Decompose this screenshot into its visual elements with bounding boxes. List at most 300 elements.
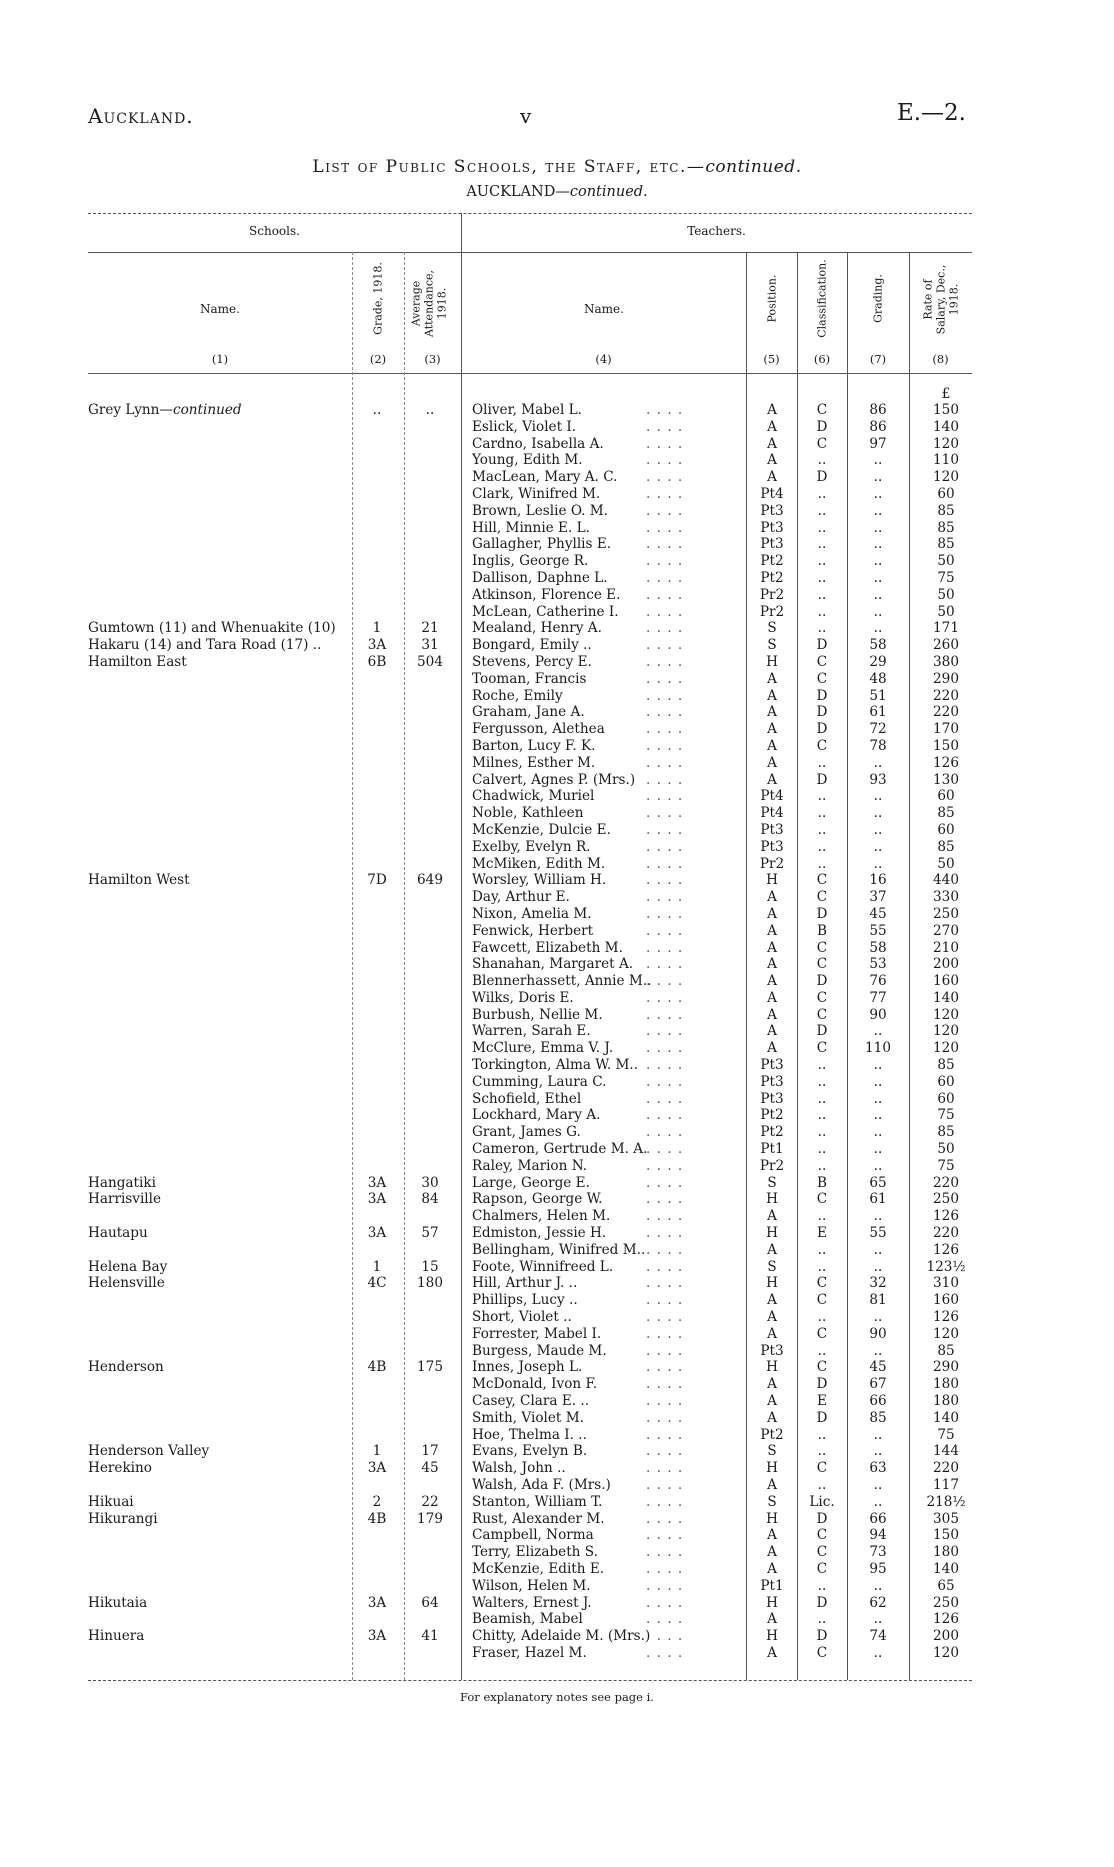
teacher-salary: 65 [937, 1577, 955, 1594]
table-row [0, 772, 1114, 789]
teacher-classification: .. [817, 1073, 827, 1090]
teacher-name: Dallison, Daphne L. [472, 569, 608, 586]
leader-dots: . . . . [646, 1258, 684, 1275]
teacher-grading: .. [873, 452, 883, 469]
teacher-classification: Lic. [809, 1493, 835, 1510]
leader-dots: . . . . [646, 1141, 684, 1158]
teacher-position: A [767, 989, 777, 1006]
leader-dots: . . . . [646, 670, 684, 687]
teacher-grading: 95 [869, 1560, 887, 1577]
teacher-classification: E [817, 1393, 827, 1410]
teacher-classification: .. [817, 1107, 827, 1124]
school-grade: 1 [372, 1443, 382, 1460]
teacher-classification: .. [817, 754, 827, 771]
teacher-position: Pr2 [759, 855, 785, 872]
teacher-salary: 140 [933, 418, 959, 435]
table-row [0, 1191, 1114, 1208]
teacher-position: Pt3 [760, 1073, 784, 1090]
leader-dots: . . . . [646, 1208, 684, 1225]
teacher-name: Short, Violet .. [472, 1309, 572, 1326]
teacher-salary: 85 [937, 502, 955, 519]
teacher-name: Noble, Kathleen [472, 805, 584, 822]
teacher-position: A [767, 1393, 777, 1410]
teacher-classification: C [816, 670, 828, 687]
subtitle-main: AUCKLAND— [466, 184, 570, 200]
teacher-name: Exelby, Evelyn R. [472, 838, 591, 855]
col-number-3: (3) [424, 352, 441, 366]
teacher-position: A [767, 1325, 777, 1342]
table-row [0, 704, 1114, 721]
table-bottom-rule [88, 1680, 972, 1681]
teacher-classification: .. [817, 1443, 827, 1460]
teacher-classification: C [816, 1006, 828, 1023]
table-row [0, 1107, 1114, 1124]
school-name [88, 1275, 350, 1292]
teacher-salary: 260 [933, 637, 959, 654]
teacher-name: Hill, Arthur J. .. [472, 1275, 578, 1292]
leader-dots: . . . . [646, 1107, 684, 1124]
leader-dots: . . . . [646, 771, 684, 788]
teacher-position: A [767, 704, 777, 721]
teacher-name: Walters, Ernest J. [472, 1594, 592, 1611]
school-name-text: Grey Lynn— [88, 402, 173, 418]
teacher-position: A [767, 1611, 777, 1628]
school-name [88, 1259, 350, 1276]
teacher-classification: C [816, 1644, 828, 1661]
table-row [0, 1023, 1114, 1040]
school-attendance: 504 [417, 653, 443, 670]
teacher-classification: D [816, 704, 828, 721]
table-row [0, 1141, 1114, 1158]
teacher-salary: 60 [937, 485, 955, 502]
teacher-salary: 120 [933, 1644, 959, 1661]
table-row [0, 1225, 1114, 1242]
leader-dots: . . . . [646, 502, 684, 519]
teacher-salary: 170 [933, 721, 959, 738]
teacher-name: Fergusson, Alethea [472, 721, 605, 738]
teacher-position: A [767, 1309, 777, 1326]
school-grade: 4B [367, 1359, 387, 1376]
teacher-salary: 330 [933, 889, 959, 906]
school-name [88, 1460, 350, 1477]
school-attendance: 45 [421, 1460, 439, 1477]
teacher-salary: 126 [933, 1241, 959, 1258]
table-row [0, 570, 1114, 587]
leader-dots: . . . . [646, 586, 684, 603]
teacher-position: A [767, 687, 777, 704]
school-name [88, 1494, 350, 1511]
teacher-classification: .. [817, 1090, 827, 1107]
teacher-name: Edmiston, Jessie H. [472, 1225, 607, 1242]
teacher-name: Cumming, Laura C. [472, 1073, 607, 1090]
teacher-grading: .. [873, 620, 883, 637]
teacher-name: Blennerhassett, Annie M.. [472, 973, 652, 990]
teacher-grading: .. [873, 469, 883, 486]
school-grade: 4C [367, 1275, 387, 1292]
teacher-salary: 75 [937, 1426, 955, 1443]
school-name [88, 872, 350, 889]
school-grade: 3A [367, 637, 387, 654]
teacher-classification: .. [817, 1309, 827, 1326]
school-grade: 3A [367, 1225, 387, 1242]
teacher-name: Hoe, Thelma I. .. [472, 1426, 587, 1443]
teacher-grading: 110 [865, 1040, 891, 1057]
col-number-4: (4) [595, 352, 612, 366]
teacher-position: Pt4 [760, 805, 784, 822]
col-number-8: (8) [932, 352, 949, 366]
teacher-grading: 85 [869, 1409, 887, 1426]
leader-dots: . . . . [646, 569, 684, 586]
leader-dots: . . . . [646, 805, 684, 822]
teacher-grading: 58 [869, 637, 887, 654]
col-attendance: Average Attendance, 1918. [409, 269, 449, 338]
teacher-name: Eslick, Violet I. [472, 418, 577, 435]
teacher-classification: C [816, 737, 828, 754]
teacher-grading: 73 [869, 1544, 887, 1561]
leader-dots: . . . . [646, 973, 684, 990]
teacher-classification: D [816, 1628, 828, 1645]
school-attendance: 31 [421, 637, 439, 654]
teacher-salary: 60 [937, 1090, 955, 1107]
teacher-name: Stevens, Percy E. [472, 653, 592, 670]
header-reference: E.—2. [896, 100, 966, 126]
teacher-name: Bellingham, Winifred M.. [472, 1241, 646, 1258]
teacher-grading: 45 [869, 1359, 887, 1376]
school-name [88, 1628, 350, 1645]
teacher-position: H [766, 653, 778, 670]
teacher-position: A [767, 1040, 777, 1057]
teacher-classification: .. [817, 1157, 827, 1174]
teacher-classification: C [816, 435, 828, 452]
teacher-classification: C [816, 1560, 828, 1577]
teacher-classification: .. [817, 1342, 827, 1359]
school-name [88, 1595, 350, 1612]
teacher-name: Mealand, Henry A. [472, 620, 602, 637]
teacher-grading: 45 [869, 905, 887, 922]
teacher-name: Warren, Sarah E. [472, 1023, 591, 1040]
leader-dots: . . . . [646, 1040, 684, 1057]
table-row [0, 1443, 1114, 1460]
teacher-classification: D [816, 1594, 828, 1611]
school-name [88, 1359, 350, 1376]
teacher-position: S [767, 1443, 777, 1460]
leader-dots: . . . . [646, 1275, 684, 1292]
teacher-salary: 220 [933, 1174, 959, 1191]
school-attendance: 15 [421, 1258, 439, 1275]
table-row [0, 1427, 1114, 1444]
table-row [0, 1259, 1114, 1276]
teacher-classification: C [816, 1527, 828, 1544]
teacher-position: Pr2 [759, 603, 785, 620]
teacher-salary: 220 [933, 1225, 959, 1242]
leader-dots: . . . . [646, 754, 684, 771]
teacher-classification: C [816, 1040, 828, 1057]
teacher-grading: .. [873, 1309, 883, 1326]
school-attendance: 57 [421, 1225, 439, 1242]
teacher-salary: 75 [937, 569, 955, 586]
table-row [0, 654, 1114, 671]
leader-dots: . . . . [646, 485, 684, 502]
teacher-salary: 126 [933, 1208, 959, 1225]
leader-dots: . . . . [646, 956, 684, 973]
teacher-salary: 85 [937, 805, 955, 822]
teacher-grading: .. [873, 519, 883, 536]
teacher-position: A [767, 905, 777, 922]
teacher-name: Clark, Winifred M. [472, 485, 601, 502]
school-name-text: Hikurangi [88, 1510, 158, 1527]
leader-dots: . . . . [646, 1460, 684, 1477]
teacher-grading: .. [873, 1577, 883, 1594]
header-group-rule [88, 252, 972, 253]
teacher-name: McLean, Catherine I. [472, 603, 619, 620]
table-row [0, 906, 1114, 923]
table-row [0, 788, 1114, 805]
teacher-grading: 93 [869, 771, 887, 788]
teacher-name: Fenwick, Herbert [472, 922, 594, 939]
school-name-text: Henderson Valley [88, 1443, 210, 1460]
teacher-name: Oliver, Mabel L. [472, 402, 582, 418]
teacher-position: S [767, 620, 777, 637]
teacher-salary: 180 [933, 1544, 959, 1561]
teacher-salary: 144 [933, 1443, 959, 1460]
table-row [0, 1544, 1114, 1561]
teacher-classification: D [816, 1376, 828, 1393]
teacher-classification: E [817, 1225, 827, 1242]
teacher-name: Barton, Lucy F. K. [472, 737, 596, 754]
leader-dots: . . . . [646, 737, 684, 754]
leader-dots: . . . . [646, 637, 684, 654]
teacher-salary: 220 [933, 704, 959, 721]
teacher-salary: 120 [933, 1325, 959, 1342]
table-row [0, 1275, 1114, 1292]
teacher-salary: 85 [937, 838, 955, 855]
leader-dots: . . . . [646, 620, 684, 637]
teacher-salary: 117 [933, 1477, 959, 1493]
school-name [88, 637, 350, 654]
teacher-position: H [766, 1191, 778, 1208]
teacher-grading: 74 [869, 1628, 887, 1645]
teacher-position: Pt2 [760, 1426, 784, 1443]
leader-dots: . . . . [646, 435, 684, 452]
teacher-salary: 50 [937, 603, 955, 620]
school-name-text: Hakaru (14) and Tara Road (17) .. [88, 637, 322, 654]
group-schools: Schools. [249, 224, 300, 238]
teacher-classification: .. [817, 1577, 827, 1594]
teacher-name: Chitty, Adelaide M. (Mrs.) [472, 1628, 651, 1645]
teacher-salary: 180 [933, 1393, 959, 1410]
teacher-position: Pt3 [760, 502, 784, 519]
teacher-grading: .. [873, 1342, 883, 1359]
teacher-position: A [767, 1560, 777, 1577]
teacher-grading: .. [873, 838, 883, 855]
teacher-grading: 66 [869, 1510, 887, 1527]
teacher-position: A [767, 737, 777, 754]
teacher-position: Pt3 [760, 1342, 784, 1359]
teacher-position: A [767, 973, 777, 990]
teacher-position: H [766, 1510, 778, 1527]
teacher-salary: 110 [933, 452, 959, 469]
table-row [0, 469, 1114, 486]
currency-symbol: £ [941, 386, 951, 402]
teacher-name: Grant, James G. [472, 1124, 581, 1141]
teacher-name: Bongard, Emily .. [472, 637, 592, 654]
table-row [0, 436, 1114, 453]
school-attendance: 84 [421, 1191, 439, 1208]
teacher-position: A [767, 1409, 777, 1426]
teacher-grading: 37 [869, 889, 887, 906]
teacher-salary: 85 [937, 1057, 955, 1074]
table-row [0, 1376, 1114, 1393]
teacher-name: Tooman, Francis [472, 670, 587, 687]
teacher-classification: C [816, 1460, 828, 1477]
teacher-name: Calvert, Agnes P. (Mrs.) [472, 771, 636, 788]
leader-dots: . . . . [646, 1023, 684, 1040]
teacher-salary: 200 [933, 956, 959, 973]
subtitle-continued: continued. [569, 184, 648, 200]
leader-dots: . . . . [646, 1090, 684, 1107]
school-name-text: Gumtown (11) and Whenuakite (10) [88, 620, 336, 637]
teacher-grading: 53 [869, 956, 887, 973]
leader-dots: . . . . [646, 1594, 684, 1611]
teacher-classification: C [816, 1275, 828, 1292]
school-attendance: 30 [421, 1174, 439, 1191]
table-row [0, 1494, 1114, 1511]
title-continued: continued. [705, 157, 802, 177]
table-row [0, 452, 1114, 469]
col-salary: Rate of Salary, Dec., 1918. [921, 264, 961, 335]
teacher-classification: C [816, 1359, 828, 1376]
teacher-salary: 380 [933, 653, 959, 670]
teacher-position: Pt3 [760, 838, 784, 855]
leader-dots: . . . . [646, 1510, 684, 1527]
table-row [0, 553, 1114, 570]
school-attendance: 179 [417, 1510, 443, 1527]
teacher-position: Pr2 [759, 1157, 785, 1174]
teacher-name: Rapson, George W. [472, 1191, 603, 1208]
page-subtitle [0, 184, 1114, 200]
teacher-position: S [767, 1493, 777, 1510]
teacher-position: A [767, 402, 777, 418]
teacher-position: A [767, 1376, 777, 1393]
teacher-position: Pt4 [760, 788, 784, 805]
teacher-classification: C [816, 1325, 828, 1342]
teacher-name: Raley, Marion N. [472, 1157, 588, 1174]
teacher-position: Pt3 [760, 1057, 784, 1074]
teacher-position: A [767, 469, 777, 486]
teacher-classification: D [816, 418, 828, 435]
teacher-grading: .. [873, 569, 883, 586]
school-grade: 1 [372, 620, 382, 637]
table-row [0, 1326, 1114, 1343]
teacher-position: A [767, 939, 777, 956]
table-row [0, 1057, 1114, 1074]
teacher-position: Pt3 [760, 536, 784, 553]
teacher-position: Pt2 [760, 569, 784, 586]
leader-dots: . . . . [646, 1174, 684, 1191]
table-row [0, 1393, 1114, 1410]
col-grading: Grading. [871, 274, 885, 323]
teacher-position: Pt3 [760, 519, 784, 536]
teacher-salary: 130 [933, 771, 959, 788]
teacher-salary: 60 [937, 1073, 955, 1090]
teacher-name: McKenzie, Dulcie E. [472, 821, 611, 838]
teacher-classification: .. [817, 586, 827, 603]
leader-dots: . . . . [646, 1644, 684, 1661]
school-name [88, 402, 350, 419]
school-grade: 3A [367, 1174, 387, 1191]
teacher-position: A [767, 1208, 777, 1225]
teacher-grading: .. [873, 1157, 883, 1174]
teacher-position: A [767, 435, 777, 452]
teacher-name: MacLean, Mary A. C. [472, 469, 618, 486]
table-top-rule [88, 213, 972, 214]
teacher-grading: .. [873, 1426, 883, 1443]
table-row [0, 1343, 1114, 1360]
leader-dots: . . . . [646, 1544, 684, 1561]
school-attendance: 175 [417, 1359, 443, 1376]
teacher-grading: 61 [869, 1191, 887, 1208]
table-row [0, 889, 1114, 906]
leader-dots: . . . . [646, 1628, 684, 1645]
school-attendance: .. [425, 402, 435, 418]
teacher-grading: 55 [869, 1225, 887, 1242]
teacher-salary: 150 [933, 737, 959, 754]
teacher-classification: .. [817, 553, 827, 570]
title-main: List of Public Schools, the Staff, etc.— [312, 157, 706, 177]
school-grade: 2 [372, 1493, 382, 1510]
teacher-grading: 78 [869, 737, 887, 754]
table-row [0, 940, 1114, 957]
teacher-classification: .. [817, 821, 827, 838]
table-row [0, 671, 1114, 688]
header-bottom-rule [88, 373, 972, 374]
leader-dots: . . . . [646, 1325, 684, 1342]
teacher-grading: .. [873, 1057, 883, 1074]
table-row [0, 956, 1114, 973]
table-row [0, 520, 1114, 537]
teacher-position: A [767, 771, 777, 788]
teacher-grading: .. [873, 1493, 883, 1510]
table-row [0, 1578, 1114, 1595]
table-row [0, 486, 1114, 503]
teacher-salary: 126 [933, 1611, 959, 1628]
teacher-grading: 61 [869, 704, 887, 721]
teacher-grading: 62 [869, 1594, 887, 1611]
teacher-classification: .. [817, 1124, 827, 1141]
table-row [0, 604, 1114, 621]
teacher-classification: .. [817, 502, 827, 519]
teacher-classification: C [816, 989, 828, 1006]
table-row [0, 503, 1114, 520]
table-row [0, 1309, 1114, 1326]
teacher-name: Chadwick, Muriel [472, 788, 595, 805]
school-name [88, 1175, 350, 1192]
leader-dots: . . . . [646, 704, 684, 721]
school-attendance: 180 [417, 1275, 443, 1292]
table-row [0, 1359, 1114, 1376]
leader-dots: . . . . [646, 1393, 684, 1410]
teacher-position: A [767, 452, 777, 469]
teacher-salary: 200 [933, 1628, 959, 1645]
teacher-name: McDonald, Ivon F. [472, 1376, 598, 1393]
table-row [0, 620, 1114, 637]
col-school-name: Name. [200, 302, 240, 316]
teacher-name: Wilks, Doris E. [472, 989, 574, 1006]
teacher-classification: .. [817, 805, 827, 822]
teacher-name: Walsh, Ada F. (Mrs.) [472, 1477, 611, 1493]
school-grade: 6B [367, 653, 387, 670]
teacher-position: A [767, 1477, 777, 1493]
